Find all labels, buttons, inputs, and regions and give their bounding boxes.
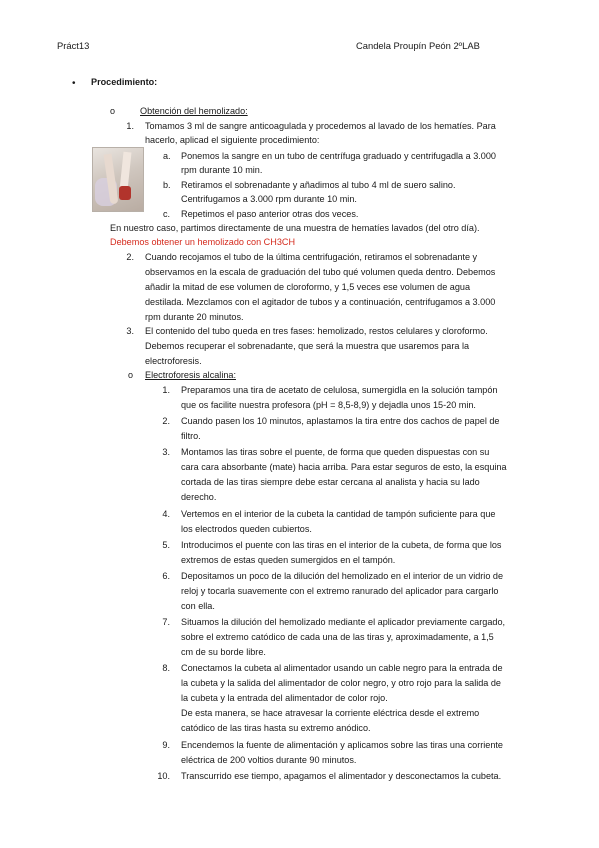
step-line: Depositamos un poco de la dilución del hemolizado en el interior de un vidrio de — [181, 571, 504, 581]
sub-bullet-icon: o — [110, 106, 116, 116]
step-line: con ella. — [181, 601, 215, 611]
step-line: Cuando recojamos el tubo de la última centrifugación, retiramos el sobrenadante y — [145, 252, 478, 262]
substep-line: Centrifugamos a 3.000 rpm durante 10 min. — [181, 194, 357, 204]
step-number: 5. — [162, 539, 170, 550]
step-line: extremos de estas queden sumergidos en el tampón. — [181, 554, 396, 565]
step-line: Cuando pasen los 10 minutos, aplastamos la tira entre dos cachos de papel de — [181, 416, 500, 427]
step-line: Encendemos la fuente de alimentación y aplicamos sobre las tiras una corriente — [181, 739, 503, 750]
step-line: que os facilite nuestra profesora (pH = 8,5-8,9) y dejadla unos 15-20 min. — [181, 400, 476, 410]
step-line: rpm durante 20 minutos. — [145, 312, 244, 322]
step-line: Vertemos en el interior de la cubeta la cantidad de tampón suficiente para que — [181, 508, 496, 519]
step-line: cm de su borde libre. — [181, 647, 266, 658]
step-line: cara cara absorbante (mate) hacia arriba. Para estar seguros de esto, la esquina — [181, 462, 507, 473]
step-number: 7. — [162, 617, 170, 628]
step-line: Transcurrido ese tiempo, apagamos el alimentador y desconectamos la cubeta. — [181, 770, 502, 781]
step-line: De esta manera, se hace atravesar la corriente eléctrica desde el extremo — [181, 708, 480, 719]
step-number: 1. — [162, 385, 170, 395]
step-line: hacerlo, aplicad el siguiente procedimiento: — [145, 135, 320, 145]
step-line: la cubeta y la salida del alimentador de color negro, y otro rojo para la salida de — [181, 678, 501, 689]
red-note: Debemos obtener un hemolizado con CH3CH — [110, 237, 296, 247]
step-line: electroforesis. — [145, 356, 202, 366]
substep-line: Retiramos el sobrenadante y añadimos al tubo 4 ml de suero salino. — [181, 180, 456, 190]
step-number: 10. — [157, 770, 170, 781]
subsection-title-hemolizado: Obtención del hemolizado: — [140, 106, 248, 116]
step-line: derecho. — [181, 492, 217, 503]
note-line: En nuestro caso, partimos directamente de una muestra de hematíes lavados (del otro día). — [110, 223, 480, 233]
substep-mark: a. — [163, 151, 171, 161]
step-line: filtro. — [181, 431, 201, 442]
step-number: 9. — [162, 739, 170, 750]
step-line: observamos en la escala de graduación del tubo qué volumen queda dentro. Debemos — [145, 267, 496, 277]
step-number: 1. — [126, 121, 134, 131]
substep-mark: c. — [163, 209, 171, 219]
step-line: eléctrica de 200 voltios durante 90 minutos. — [181, 754, 357, 765]
bullet-icon: • — [72, 78, 76, 89]
step-line: Conectamos la cubeta al alimentador usando un cable negro para la entrada de — [181, 663, 503, 674]
substep-line: Repetimos el paso anterior otras dos veces. — [181, 209, 359, 219]
step-number: 6. — [162, 571, 170, 581]
step-line: Montamos las tiras sobre el puente, de forma que queden dispuestas con su — [181, 447, 490, 458]
step-line: destilada. Mezclamos con el agitador de tubos y a continuación, centrifugamos a 3.000 — [145, 297, 496, 307]
step-number: 4. — [162, 508, 170, 519]
step-number: 3. — [126, 326, 134, 336]
step-number: 2. — [126, 252, 134, 262]
step-line: la cubeta y la entrada del alimentador de color rojo. — [181, 693, 388, 704]
step-line: reloj y tocarla suavemente con el extremo ranurado del aplicador para cargarlo — [181, 586, 499, 596]
step-line: sobre el extremo catódico de cada una de las tiras y, aproximadamente, a 1,5 — [181, 632, 494, 643]
step-number: 3. — [162, 447, 170, 458]
step-line: Situamos la dilución del hemolizado mediante el aplicador previamente cargado, — [181, 617, 506, 628]
subsection-title-electroforesis: Electroforesis alcalina: — [145, 370, 236, 380]
header-left: Práct13 — [57, 40, 90, 51]
section-title: Procedimiento: — [91, 77, 158, 87]
step-line: Introducimos el puente con las tiras en el interior de la cubeta, de forma que los — [181, 539, 502, 550]
step-line: Preparamos una tira de acetato de celulosa, sumergidla en la solución tampón — [181, 385, 498, 395]
step-line: añadir la mitad de ese volumen de cloroformo, y 1,5 veces ese volumen de agua — [145, 282, 471, 292]
header-right: Candela Proupín Peón 2ºLAB — [356, 40, 480, 51]
step-number: 8. — [162, 663, 170, 674]
step-number: 2. — [162, 416, 170, 427]
step-line: Tomamos 3 ml de sangre anticoagulada y procedemos al lavado de los hematíes. Para — [145, 121, 496, 131]
substep-mark: b. — [163, 180, 171, 190]
substep-line: rpm durante 10 min. — [181, 165, 263, 175]
sub-bullet-icon: o — [128, 370, 134, 380]
step-line: Debemos recuperar el sobrenadante, que será la muestra que usaremos para la — [145, 341, 470, 351]
step-line: cortada de las tiras siempre debe estar cercana al analista y hacia su lado — [181, 477, 480, 488]
step-line: El contenido del tubo queda en tres fases: hemolizado, restos celulares y cloroformo. — [145, 326, 488, 336]
blood-sample-photo — [92, 147, 144, 212]
substep-line: Ponemos la sangre en un tubo de centrífuga graduado y centrifugadla a 3.000 — [181, 151, 496, 161]
step-line: los electrodos queden cubiertos. — [181, 523, 312, 534]
step-line: catódico de las tiras hasta su extremo anódico. — [181, 723, 371, 734]
